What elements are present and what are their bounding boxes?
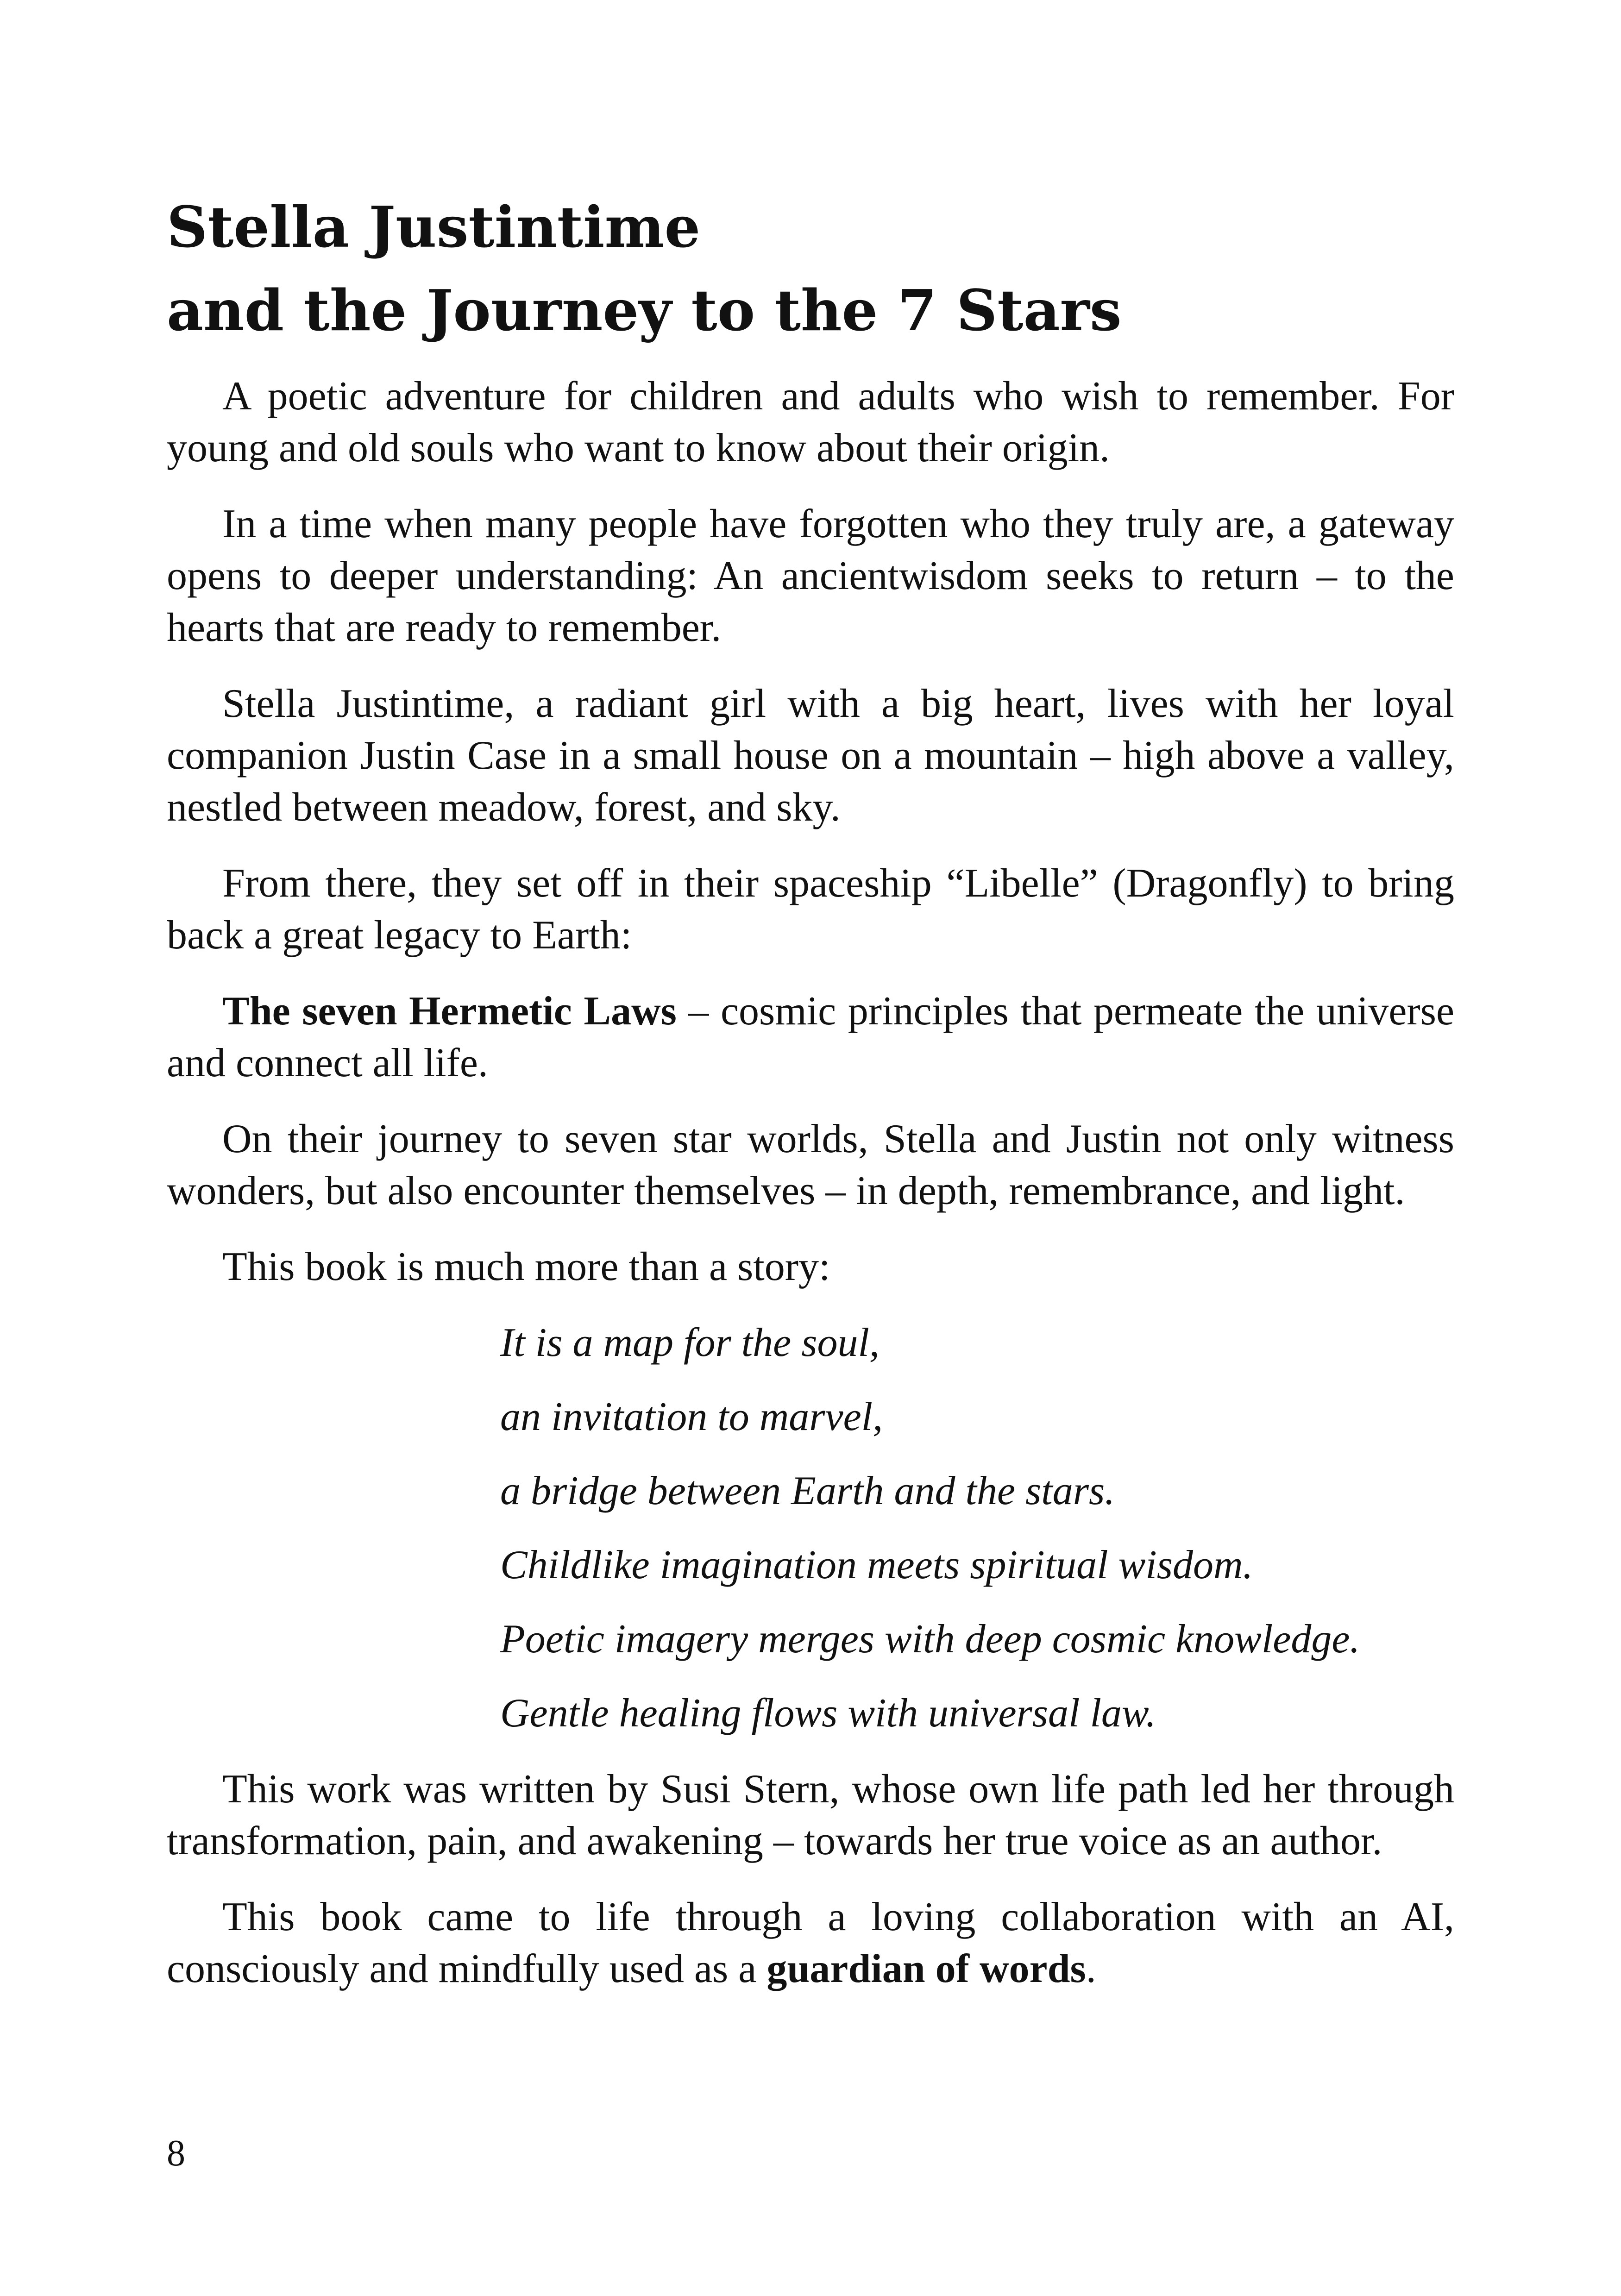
verse-line: Poetic imagery merges with deep cosmic knowledge.	[500, 1617, 1360, 1662]
page-number: 8	[167, 2133, 185, 2174]
ai-collaboration-text: This book came to life through a loving collaboration with an AI, consciously and mindfully used as a	[167, 1895, 1454, 1991]
verse-block	[500, 1317, 1454, 1739]
verse-line: Childlike imagination meets spiritual wisdom.	[500, 1543, 1253, 1587]
author-paragraph: This work was written by Susi Stern, whose own life path led her through transformation, pain, and awakening – towards her true voice as an author.	[167, 1767, 1454, 1863]
ai-collaboration-end: .	[1086, 1946, 1096, 1991]
story-intro-paragraph: This book is much more than a story:	[222, 1244, 830, 1289]
ancient-wisdom-paragraph: In a time when many people have forgotten who they truly are, a gateway opens to deeper understanding: An ancientwisdom seeks to return – to the hearts that are ready to remember.	[167, 502, 1454, 650]
ai-collaboration-paragraph	[167, 1891, 1454, 1995]
journey-paragraph: On their journey to seven star worlds, Stella and Justin not only witness wonders, but also encounter themselves – in depth, remembrance, and light.	[167, 1117, 1454, 1213]
hermetic-laws-emphasis: The seven Hermetic Laws	[222, 989, 677, 1034]
guardian-of-words-emphasis: guardian of words	[767, 1946, 1086, 1991]
page-content	[167, 185, 1454, 2019]
hermetic-laws-text: – cosmic principles that permeate the universe and connect all life.	[167, 989, 1454, 1085]
hermetic-laws-paragraph	[167, 985, 1454, 1089]
book-title-line-2: and the Journey to the 7 Stars	[167, 277, 1122, 344]
characters-paragraph: Stella Justintime, a radiant girl with a big heart, lives with her loyal companion Justin Case in a small house on a mountain – high above a valley, nestled between meadow, forest, and sky.	[167, 681, 1454, 830]
book-title-line-1: Stella Justintime	[167, 194, 701, 260]
book-title	[167, 185, 1454, 352]
verse-line: an invitation to marvel,	[500, 1394, 883, 1439]
verse-line: a bridge between Earth and the stars.	[500, 1468, 1115, 1513]
verse-line: It is a map for the soul,	[500, 1320, 880, 1365]
intro-paragraph: A poetic adventure for children and adults who wish to remember. For young and old souls who want to know about their origin.	[167, 374, 1454, 470]
verse-line: Gentle healing flows with universal law.	[500, 1691, 1156, 1736]
spaceship-paragraph: From there, they set off in their spaceship “Libelle” (Dragonfly) to bring back a great legacy to Earth:	[167, 861, 1454, 958]
